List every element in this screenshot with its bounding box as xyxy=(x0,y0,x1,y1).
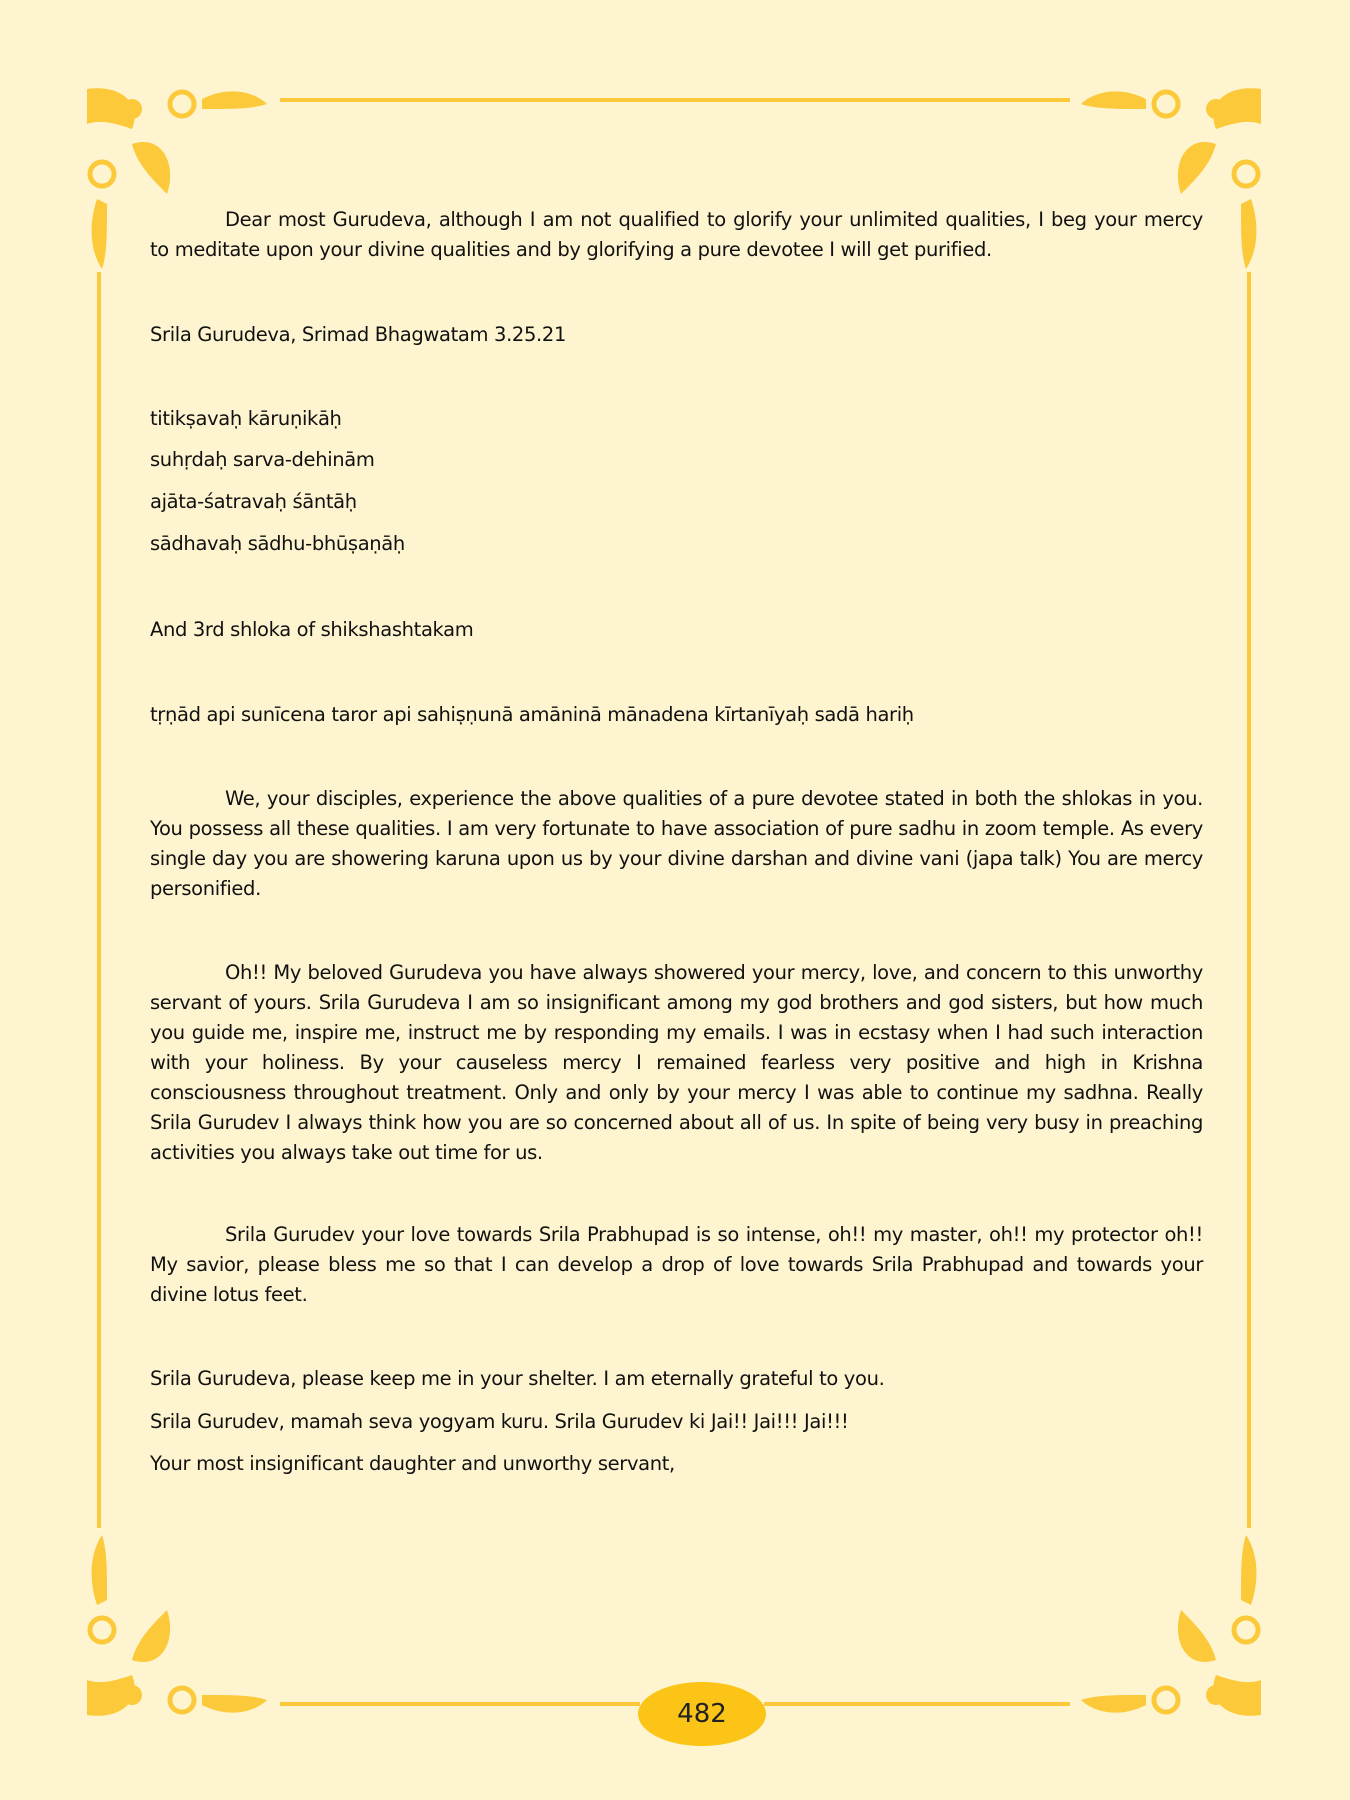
verse-line-2: suhṛdaḥ sarva-dehinām xyxy=(150,448,375,471)
verse-line-3: ajāta-śatravaḥ śāntāḥ xyxy=(150,490,357,513)
ornament-bottom-right-icon xyxy=(1066,1520,1266,1720)
closing-line-3: Your most insignificant daughter and unworthy servant, xyxy=(150,1452,675,1475)
verse-line-4: sādhavaḥ sādhu-bhūṣaṇāḥ xyxy=(150,532,405,555)
border-bottom-left xyxy=(280,1702,640,1706)
shloka-reference: And 3rd shloka of shikshashtakam xyxy=(150,618,474,641)
border-left xyxy=(97,272,101,1528)
disciples-paragraph: We, your disciples, experience the above qualities of a pure devotee stated in both the shlokas in you. You possess all these qualities. I am very fortunate to have association of pure sadhu in zoom temple. As every single day you are showering karuna upon us by your divine darshan and divine vani (japa talk) You are mercy personified. xyxy=(150,787,1203,900)
shloka-text: tṛṇād api sunīcena taror api sahiṣṇunā amāninā mānadena kīrtanīyaḥ sadā hariḥ xyxy=(150,703,914,726)
border-top xyxy=(280,98,1070,102)
prabhupad-paragraph: Srila Gurudev your love towards Srila Prabhupad is so intense, oh!! my master, oh!! my protector oh!! My savior, please bless me so that I can develop a drop of love towards Srila Prabhupad and towards your divine lotus feet. xyxy=(150,1223,1203,1306)
ornament-bottom-left-icon xyxy=(82,1520,282,1720)
reference-line: Srila Gurudeva, Srimad Bhagwatam 3.25.21 xyxy=(150,323,567,346)
closing-line-2: Srila Gurudev, mamah seva yogyam kuru. Srila Gurudev ki Jai!! Jai!!! Jai!!! xyxy=(150,1410,849,1433)
intro-paragraph: Dear most Gurudeva, although I am not qualified to glorify your unlimited qualities, I beg your mercy to meditate upon your divine qualities and by glorifying a pure devotee I will get purified. xyxy=(150,208,1203,261)
page-number: 482 xyxy=(677,1699,727,1729)
beloved-paragraph: Oh!! My beloved Gurudeva you have always showered your mercy, love, and concern to this unworthy servant of yours. Srila Gurudeva I am so insignificant among my god brothers and god sisters, but how much you guide me, inspire me, instruct me by responding my emails. I was in ecstasy when I had such interaction with your holiness. By your causeless mercy I remained fearless very positive and high in Krishna consciousness throughout treatment. Only and only by your mercy I was able to continue my sadhna. Really Srila Gurudev I always think how you are so concerned about all of us. In spite of being very busy in preaching activities you always take out time for us. xyxy=(150,961,1203,1164)
verse-line-1: titikṣavaḥ kāruṇikāḥ xyxy=(150,407,342,430)
closing-line-1: Srila Gurudeva, please keep me in your shelter. I am eternally grateful to you. xyxy=(150,1367,885,1390)
border-right xyxy=(1247,272,1251,1528)
page-number-badge xyxy=(638,1682,766,1746)
border-bottom-right xyxy=(764,1702,1070,1706)
